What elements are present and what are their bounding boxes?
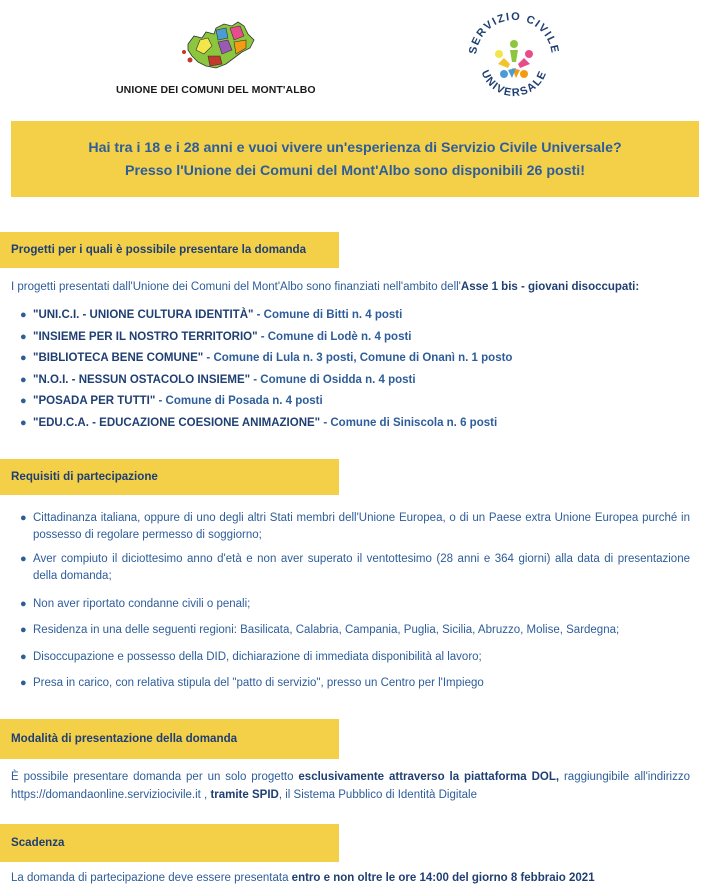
intro-banner — [11, 121, 699, 197]
project-name: "EDU.C.A. - EDUCAZIONE COESIONE ANIMAZIONE" — [33, 417, 321, 429]
requirement-text: Disoccupazione e possesso della DID, dichiarazione di immediata disponibilità al lavoro; — [33, 651, 482, 663]
requirement-text: Non aver riportato condanne civili o penali; — [33, 598, 251, 610]
list-item — [0, 551, 701, 585]
list-item — [0, 675, 701, 692]
bullet-icon: ● — [20, 512, 27, 524]
svg-text:UNIVERSALE — [479, 68, 550, 99]
projects-intro — [11, 278, 690, 296]
requirement-text: Presa in carico, con relativa stipula del "patto di servizio", presso un Centro per l'Impiego — [33, 677, 484, 689]
bullet-icon: ● — [20, 331, 27, 343]
project-name: "POSADA PER TUTTI" — [33, 395, 156, 407]
projects-intro-bold: Asse 1 bis - giovani disoccupati: — [460, 281, 640, 293]
union-logo — [116, 14, 326, 102]
bullet-icon: ● — [20, 553, 27, 565]
list-item — [0, 622, 701, 639]
page-header — [0, 0, 701, 112]
deadline-text — [11, 869, 690, 887]
project-detail: - Comune di Lodè n. 4 posti — [257, 331, 412, 343]
montalbo-map-icon — [180, 14, 260, 74]
bullet-icon: ● — [20, 352, 27, 364]
submission-text-1: È possibile presentare domanda per un solo progetto — [11, 771, 299, 783]
section-heading-requirements: Requisiti di partecipazione — [0, 459, 339, 495]
list-item — [0, 596, 701, 613]
list-item — [0, 649, 701, 666]
requirement-text: Cittadinanza italiana, oppure di uno degli altri Stati membri dell'Unione Europea, o di un Paese extra Unione Europea purché in possesso di regolare permesso di soggiorno; — [33, 512, 690, 541]
bullet-icon: ● — [20, 598, 27, 610]
list-item — [0, 510, 701, 544]
bullet-icon: ● — [20, 677, 27, 689]
section-heading-projects: Progetti per i quali è possibile presentare la domanda — [0, 232, 339, 268]
servizio-civile-logo — [462, 6, 566, 110]
project-detail: - Comune di Lula n. 3 posti, Comune di Onanì n. 1 posto — [203, 352, 513, 364]
bullet-icon: ● — [20, 395, 27, 407]
project-detail: - Comune di Osidda n. 4 posti — [250, 374, 416, 386]
project-detail: - Comune di Siniscola n. 6 posti — [320, 417, 498, 429]
section-heading-deadline: Scadenza — [0, 824, 339, 862]
scu-text-top: SERVIZIO CIVILE — [467, 10, 561, 56]
bullet-icon: ● — [20, 624, 27, 636]
project-detail: - Comune di Posada n. 4 posti — [155, 395, 323, 407]
submission-bold-1: esclusivamente attraverso la piattaforma DOL, — [298, 771, 560, 783]
svg-text:SERVIZIO CIVILE — [467, 11, 561, 55]
project-detail: - Comune di Bitti n. 4 posti — [253, 309, 403, 321]
bullet-icon: ● — [20, 309, 27, 321]
scu-star-icon — [462, 6, 566, 110]
union-name: UNIONE DEI COMUNI DEL MONT'ALBO — [116, 84, 316, 96]
scu-text-bottom: UNIVERSALE — [478, 68, 550, 100]
bullet-icon: ● — [20, 651, 27, 663]
submission-text-2: raggiungibile all'indirizzo https://domandaonline.serviziocivile.it , — [11, 771, 690, 801]
deadline-text-bold: entro e non oltre le ore 14:00 del giorno 8 febbraio 2021 — [291, 872, 595, 884]
banner-line-2: Presso l'Unione dei Comuni del Mont'Albo sono disponibili 26 posti! — [125, 163, 585, 179]
bullet-icon: ● — [20, 417, 27, 429]
requirement-text: Aver compiuto il diciottesimo anno d'età e non aver superato il ventottesimo (28 anni e 364 giorni) alla data di presentazione della domanda; — [33, 553, 690, 582]
project-name: "N.O.I. - NESSUN OSTACOLO INSIEME" — [33, 374, 251, 386]
requirement-text: Residenza in una delle seguenti regioni: Basilicata, Calabria, Campania, Puglia, Sicilia, Abruzzo, Molise, Sardegna; — [33, 624, 620, 636]
section-heading-submission: Modalità di presentazione della domanda — [0, 719, 339, 759]
deadline-text-plain: La domanda di partecipazione deve essere presentata — [11, 872, 292, 884]
submission-bold-2: tramite SPID — [210, 789, 279, 801]
banner-line-1: Hai tra i 18 e i 28 anni e vuoi vivere un'esperienza di Servizio Civile Universale? — [88, 140, 622, 156]
project-name: "UNI.C.I. - UNIONE CULTURA IDENTITÀ" — [33, 309, 254, 321]
project-name: "BIBLIOTECA BENE COMUNE" — [33, 352, 204, 364]
projects-intro-text: I progetti presentati dall'Unione dei Comuni del Mont'Albo sono finanziati nell'ambito dell' — [11, 281, 461, 293]
bullet-icon: ● — [20, 374, 27, 386]
submission-text — [11, 768, 690, 804]
submission-text-3: , il Sistema Pubblico di Identità Digitale — [278, 789, 477, 801]
project-name: "INSIEME PER IL NOSTRO TERRITORIO" — [33, 331, 258, 343]
